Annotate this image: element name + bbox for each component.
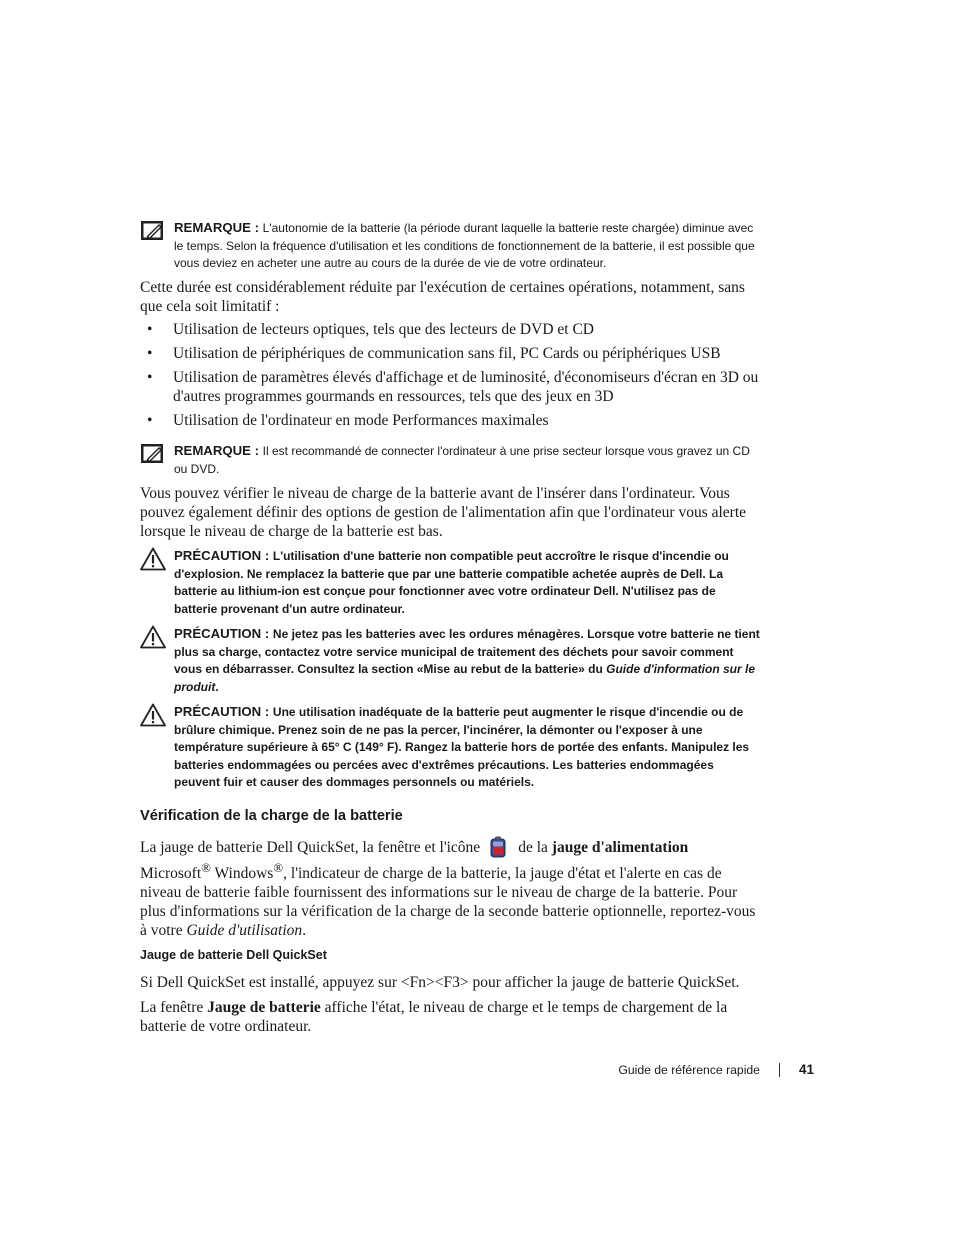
window-paragraph [140, 998, 760, 1036]
text-run: Windows [210, 865, 274, 883]
section-paragraph [140, 836, 760, 940]
bullet-dot: • [147, 345, 153, 362]
caution-text: Une utilisation inadéquate de la batterie peut augmenter le risque d'incendie ou de brûlure chimique. Prenez soin de ne pas la percer, l'incinérer, la démonter ou l'exposer à une température supérieure à 65° C (149° F). Rangez la batterie hors de portée des enfants. Manipulez les batteries endommagées ou percées avec d'extrêmes précautions. Les batteries endommagées peuvent fuir et causer des dommages personnels ou matériels. [174, 705, 750, 789]
caution-block [140, 625, 760, 696]
footer-divider [779, 1063, 780, 1077]
warning-triangle-icon [140, 625, 166, 649]
quickset-paragraph: Si Dell QuickSet est installé, appuyez sur <Fn><F3> pour afficher la jauge de batterie QuickSet. [140, 974, 740, 991]
caution-italic-reference: Guide d'information sur le produit [174, 662, 756, 694]
text-run: La fenêtre [140, 999, 208, 1016]
warning-triangle-icon [140, 547, 166, 571]
footer-title: Guide de référence rapide [618, 1062, 760, 1077]
check-paragraph: Vous pouvez vérifier le niveau de charge de la batterie avant de l'insérer dans l'ordinateur. Vous pouvez également définir des options de gestion de l'alimentation afin que l'ordinateur vous alerte lorsque le niveau de charge de la batterie est bas. [140, 485, 747, 540]
text-run: . [302, 922, 307, 940]
caution-label: PRÉCAUTION : [174, 626, 273, 641]
list-item [140, 320, 760, 339]
list-item-text: Utilisation de périphériques de communication sans fil, PC Cards ou périphériques USB [173, 345, 721, 362]
power-meter-term: jauge d'alimentation [551, 839, 689, 856]
list-item [140, 411, 760, 430]
note-block [140, 219, 760, 273]
bullet-dot: • [147, 321, 153, 338]
registered-mark: ® [273, 860, 284, 875]
note-pencil-icon [140, 219, 166, 243]
intro-paragraph: Cette durée est considérablement réduite par l'exécution de certaines opérations, notamment, sans que cela soit limitatif : [140, 279, 745, 315]
caution-block [140, 703, 760, 792]
list-item-text: Utilisation de l'ordinateur en mode Performances maximales [173, 412, 549, 429]
bullet-dot: • [147, 369, 153, 386]
text-run: Microsoft [140, 865, 202, 883]
list-item [140, 368, 760, 406]
warning-triangle-icon [140, 703, 166, 727]
list-item-text: Utilisation de paramètres élevés d'affichage et de luminosité, d'économiseurs d'écran en 3D ou d'autres programmes gourmands en ressources, tels que des jeux en 3D [173, 369, 759, 405]
registered-mark: ® [201, 860, 211, 875]
text-run: , l'indicateur de charge de la batterie, la jauge d'état et l'alerte en cas de niveau de batterie faible fournissent des informations sur le niveau de charge de la batterie. Pour plus d'informations sur la vérification de la charge de la seconde batterie optionnelle, reportez-vous à votre [140, 865, 756, 940]
caution-text: Ne jetez pas les batteries avec les ordures ménagères. Lorsque votre batterie ne tient plus sa charge, contactez votre service municipal de traitement des déchets pour savoir comment vous en débarrasser. Consultez la section «Mise au rebut de la batterie» du [174, 627, 760, 676]
caution-label: PRÉCAUTION : [174, 704, 273, 719]
list-item [140, 344, 760, 363]
note-text: Il est recommandé de connecter l'ordinateur à une prise secteur lorsque vous gravez un CD ou DVD. [174, 444, 750, 476]
text-run: affiche l'état, le niveau de charge et le temps de chargement de la batterie de votre ordinateur. [140, 999, 728, 1035]
note-block [140, 442, 760, 478]
caution-block [140, 547, 760, 618]
caution-label: PRÉCAUTION : [174, 548, 273, 563]
note-label: REMARQUE : [174, 443, 263, 458]
bullet-dot: • [147, 412, 153, 429]
battery-meter-term: Jauge de batterie [207, 999, 321, 1016]
note-pencil-icon [140, 442, 166, 466]
caution-text: L'utilisation d'une batterie non compatible peut accroître le risque d'incendie ou d'explosion. Ne remplacez la batterie que par une batterie compatible achetée auprès de Dell. La batterie au lithium-ion est conçue pour fonctionner avec votre ordinateur Dell. N'utilisez pas de batterie provenant d'un autre ordinateur. [174, 549, 729, 616]
page-number: 41 [798, 1062, 814, 1077]
subheading: Jauge de batterie Dell QuickSet [140, 948, 327, 962]
page-footer [618, 1062, 814, 1077]
battery-meter-icon [488, 836, 510, 858]
section-heading: Vérification de la charge de la batterie [140, 808, 403, 824]
note-text: L'autonomie de la batterie (la période durant laquelle la batterie reste chargée) diminue avec le temps. Selon la fréquence d'utilisation et les conditions de fonctionnement de la batterie, il est possible que vous deviez en acheter une autre au cours de la durée de vie de votre ordinateur. [174, 221, 755, 270]
list-item-text: Utilisation de lecteurs optiques, tels que des lecteurs de DVD et CD [173, 321, 594, 338]
bullet-list [140, 320, 760, 435]
user-guide-reference: Guide d'utilisation [186, 922, 303, 940]
note-label: REMARQUE : [174, 220, 263, 235]
text-run: de la [518, 839, 552, 856]
text-run: La jauge de batterie Dell QuickSet, la fenêtre et l'icône [140, 839, 481, 856]
caution-end: . [215, 679, 219, 694]
